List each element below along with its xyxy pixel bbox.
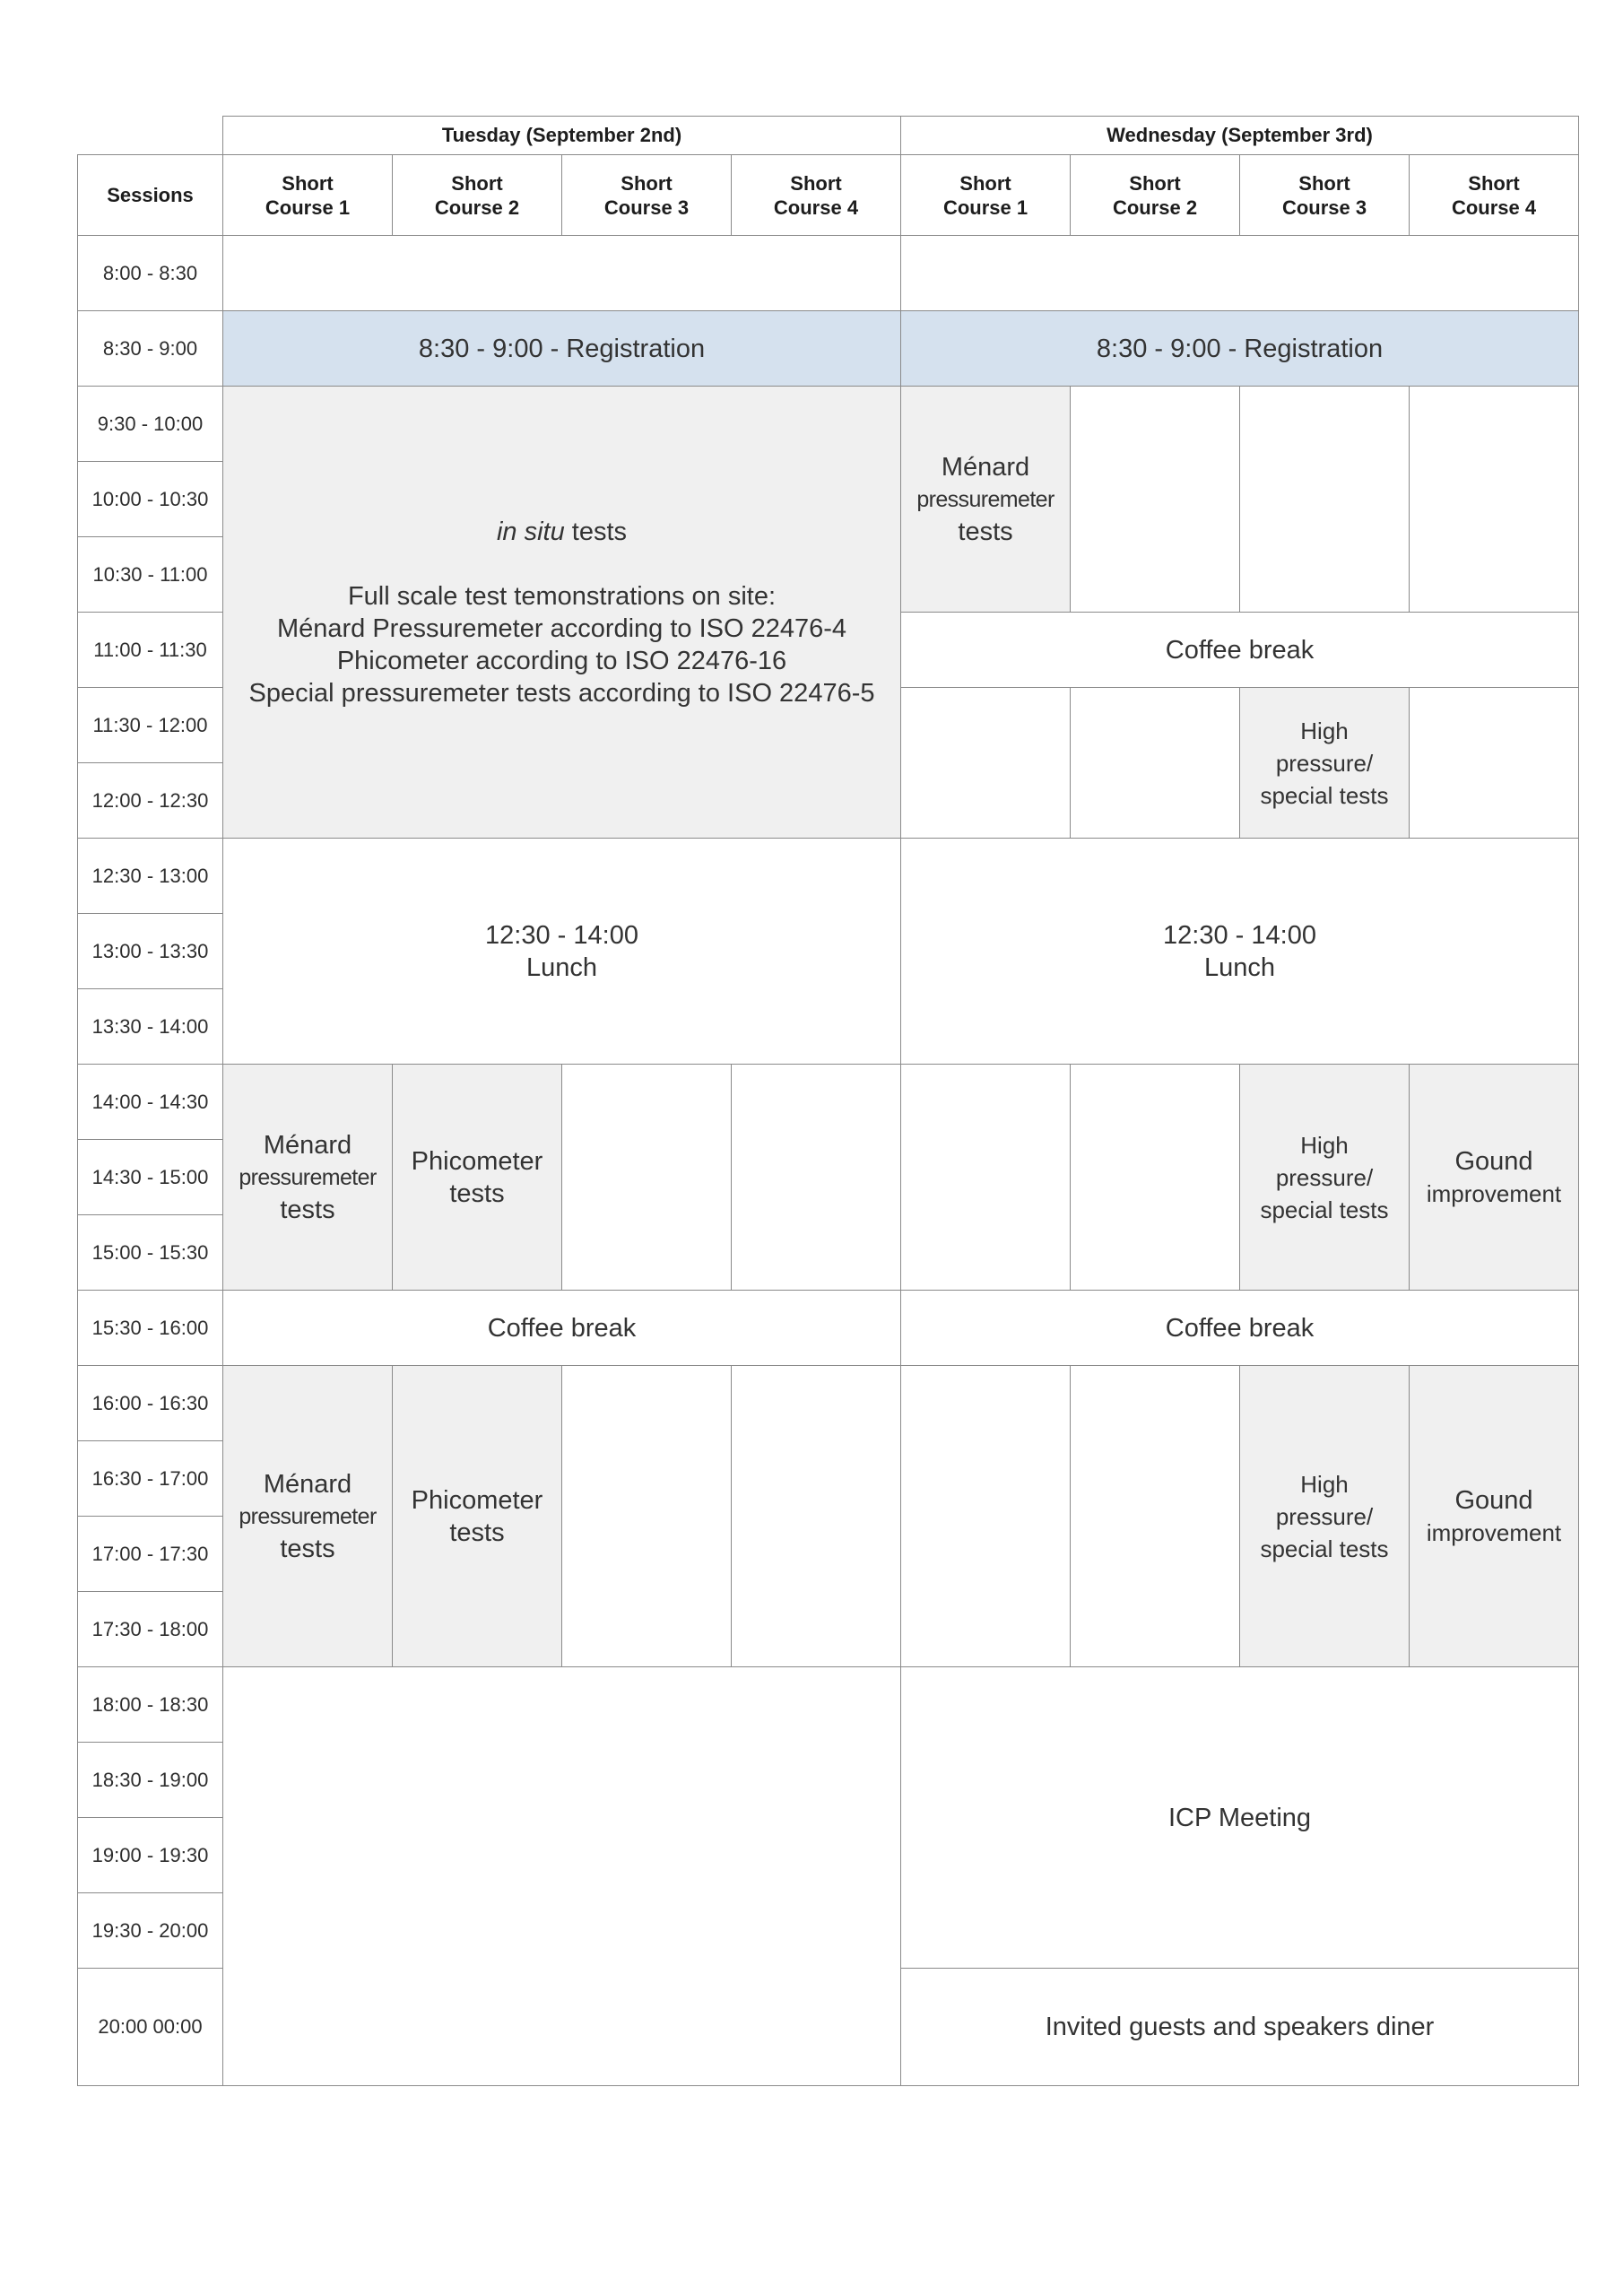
wed-c2-empty-slot bbox=[1071, 387, 1240, 613]
time-slot: 18:30 - 19:00 bbox=[78, 1743, 223, 1818]
wed-c2-empty-slot bbox=[1071, 688, 1240, 839]
wed-c2-empty-slot bbox=[1071, 1366, 1240, 1667]
time-slot: 10:30 - 11:00 bbox=[78, 537, 223, 613]
day-header-tuesday: Tuesday (September 2nd) bbox=[223, 117, 901, 155]
table-row bbox=[78, 387, 1579, 462]
wed-course-3-header: Short Course 3 bbox=[1240, 155, 1410, 236]
tue-c1-menard-late: Ménard pressuremeter tests bbox=[223, 1366, 393, 1667]
time-slot: 19:00 - 19:30 bbox=[78, 1818, 223, 1893]
wed-c3-high-pressure-late: High pressure/ special tests bbox=[1240, 1366, 1410, 1667]
course-header-row bbox=[78, 155, 1579, 236]
wed-c4-ground-improvement-late: Gound improvement bbox=[1410, 1366, 1579, 1667]
wed-speakers-diner: Invited guests and speakers diner bbox=[901, 1969, 1579, 2086]
wed-registration: 8:30 - 9:00 - Registration bbox=[901, 311, 1579, 387]
insitu-detail-line: Ménard Pressuremeter according to ISO 22476-4 bbox=[276, 613, 847, 643]
time-slot: 16:30 - 17:00 bbox=[78, 1441, 223, 1517]
table-row bbox=[78, 1291, 1579, 1366]
tue-c2-phicometer-afternoon: Phicometer tests bbox=[393, 1065, 562, 1291]
wed-course-2-header: Short Course 2 bbox=[1071, 155, 1240, 236]
tue-c3-empty-slot bbox=[562, 1366, 732, 1667]
time-slot: 11:30 - 12:00 bbox=[78, 688, 223, 763]
tue-c3-empty-slot bbox=[562, 1065, 732, 1291]
time-slot: 20:00 00:00 bbox=[78, 1969, 223, 2086]
tue-course-4-header: Short Course 4 bbox=[732, 155, 901, 236]
time-slot: 11:00 - 11:30 bbox=[78, 613, 223, 688]
insitu-title: in situ tests bbox=[496, 517, 628, 546]
time-slot: 13:30 - 14:00 bbox=[78, 989, 223, 1065]
tue-course-3-header: Short Course 3 bbox=[562, 155, 732, 236]
insitu-detail-line: Phicometer according to ISO 22476-16 bbox=[336, 646, 787, 675]
wed-c2-empty-slot bbox=[1071, 1065, 1240, 1291]
time-slot: 15:30 - 16:00 bbox=[78, 1291, 223, 1366]
time-slot: 14:00 - 14:30 bbox=[78, 1065, 223, 1140]
time-slot: 14:30 - 15:00 bbox=[78, 1140, 223, 1215]
schedule-table bbox=[77, 116, 1579, 2086]
tue-c4-empty-slot bbox=[732, 1366, 901, 1667]
table-row bbox=[78, 1667, 1579, 1743]
wed-c3-high-pressure-afternoon: High pressure/ special tests bbox=[1240, 1065, 1410, 1291]
tue-registration: 8:30 - 9:00 - Registration bbox=[223, 311, 901, 387]
wed-course-4-header: Short Course 4 bbox=[1410, 155, 1579, 236]
table-row bbox=[78, 839, 1579, 914]
table-row bbox=[78, 1065, 1579, 1140]
time-slot: 15:00 - 15:30 bbox=[78, 1215, 223, 1291]
time-slot: 9:30 - 10:00 bbox=[78, 387, 223, 462]
tue-c4-empty-slot bbox=[732, 1065, 901, 1291]
day-header-row bbox=[78, 117, 1579, 155]
table-row bbox=[78, 236, 1579, 311]
wed-c3-empty-slot bbox=[1240, 387, 1410, 613]
corner-cell bbox=[78, 117, 223, 155]
time-slot: 13:00 - 13:30 bbox=[78, 914, 223, 989]
time-slot: 17:00 - 17:30 bbox=[78, 1517, 223, 1592]
tue-evening-empty bbox=[223, 1667, 901, 2086]
wed-lunch: 12:30 - 14:00 Lunch bbox=[901, 839, 1579, 1065]
wed-c1-empty-slot bbox=[901, 1366, 1071, 1667]
time-slot: 19:30 - 20:00 bbox=[78, 1893, 223, 1969]
wed-icp-meeting: ICP Meeting bbox=[901, 1667, 1579, 1969]
wed-c3-high-pressure-morning: High pressure/ special tests bbox=[1240, 688, 1410, 839]
tue-coffee-break-afternoon: Coffee break bbox=[223, 1291, 901, 1366]
time-slot: 8:30 - 9:00 bbox=[78, 311, 223, 387]
wed-c1-empty-slot bbox=[901, 1065, 1071, 1291]
insitu-detail-line: Full scale test temonstrations on site: bbox=[347, 581, 777, 611]
wed-empty-slot bbox=[901, 236, 1579, 311]
insitu-detail-line: Special pressuremeter tests according to ISO 22476-5 bbox=[248, 678, 875, 708]
wed-c1-menard-morning: Ménard pressuremeter tests bbox=[901, 387, 1071, 613]
time-slot: 12:30 - 13:00 bbox=[78, 839, 223, 914]
tue-course-1-header: Short Course 1 bbox=[223, 155, 393, 236]
tue-insitu-tests bbox=[223, 387, 901, 839]
time-slot: 17:30 - 18:00 bbox=[78, 1592, 223, 1667]
time-slot: 18:00 - 18:30 bbox=[78, 1667, 223, 1743]
tue-c1-menard-afternoon: Ménard pressuremeter tests bbox=[223, 1065, 393, 1291]
tue-lunch: 12:30 - 14:00 Lunch bbox=[223, 839, 901, 1065]
wed-coffee-break-afternoon: Coffee break bbox=[901, 1291, 1579, 1366]
tue-empty-slot bbox=[223, 236, 901, 311]
time-slot: 10:00 - 10:30 bbox=[78, 462, 223, 537]
tue-course-2-header: Short Course 2 bbox=[393, 155, 562, 236]
wed-c4-ground-improvement-afternoon: Gound improvement bbox=[1410, 1065, 1579, 1291]
time-slot: 12:00 - 12:30 bbox=[78, 763, 223, 839]
time-slot: 8:00 - 8:30 bbox=[78, 236, 223, 311]
day-header-wednesday: Wednesday (September 3rd) bbox=[901, 117, 1579, 155]
table-row bbox=[78, 1366, 1579, 1441]
wed-c4-empty-slot bbox=[1410, 387, 1579, 613]
time-slot: 16:00 - 16:30 bbox=[78, 1366, 223, 1441]
wed-c4-empty-slot bbox=[1410, 688, 1579, 839]
wed-c1-empty-slot bbox=[901, 688, 1071, 839]
wed-coffee-break-morning: Coffee break bbox=[901, 613, 1579, 688]
sessions-header: Sessions bbox=[78, 155, 223, 236]
wed-course-1-header: Short Course 1 bbox=[901, 155, 1071, 236]
table-row bbox=[78, 311, 1579, 387]
tue-c2-phicometer-late: Phicometer tests bbox=[393, 1366, 562, 1667]
